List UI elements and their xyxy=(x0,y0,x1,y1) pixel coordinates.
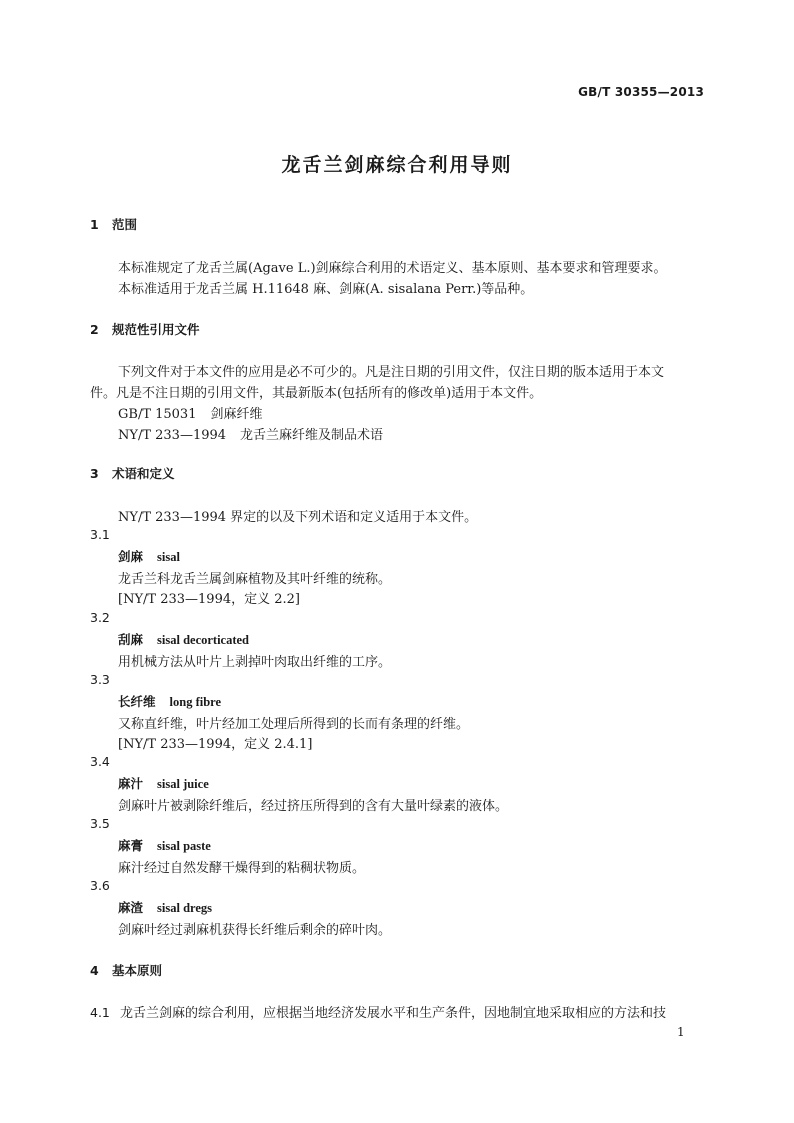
term-heading xyxy=(118,630,249,648)
clause-4-1 xyxy=(90,1002,666,1021)
section-title: 规范性引用文件 xyxy=(112,322,200,337)
term-heading xyxy=(118,836,211,854)
term-zh: 刮麻 xyxy=(118,632,144,647)
term-source: [NY/T 233—1994，定义 2.4.1] xyxy=(118,737,313,752)
section-heading-normative-references xyxy=(90,320,200,338)
section-number: 3 xyxy=(90,466,99,481)
term-zh: 长纤维 xyxy=(118,694,156,709)
term-en: sisal decorticated xyxy=(157,633,250,647)
clause-number: 3.2 xyxy=(90,610,110,625)
term-en: sisal dregs xyxy=(157,901,213,915)
term-source: [NY/T 233—1994，定义 2.2] xyxy=(118,592,300,607)
term-en: sisal xyxy=(157,550,180,564)
term-definition: 用机械方法从叶片上剥掉叶肉取出纤维的工序。 xyxy=(118,655,392,670)
clause-number: 3.5 xyxy=(90,816,110,831)
term-heading xyxy=(118,547,180,565)
scope-paragraph-2: 本标准适用于龙舌兰属 H.11648 麻、剑麻(A. sisalana Perr.)等品种。 xyxy=(118,282,534,297)
term-en: sisal paste xyxy=(157,839,211,853)
clause-number: 3.3 xyxy=(90,672,110,687)
clause-number: 4.1 xyxy=(90,1005,110,1020)
section-title: 范围 xyxy=(112,217,138,232)
document-title: 龙舌兰剑麻综合利用导则 xyxy=(281,154,513,176)
references-paragraph-line-1: 下列文件对于本文件的应用是必不可少的。凡是注日期的引用文件，仅注日期的版本适用于本文 xyxy=(118,365,665,380)
section-heading-basic-principles xyxy=(90,961,162,979)
section-title: 术语和定义 xyxy=(112,466,175,481)
page-number: 1 xyxy=(677,1025,685,1039)
term-heading xyxy=(118,774,209,792)
section-heading-terms-definitions xyxy=(90,464,175,482)
terms-intro: NY/T 233—1994 界定的以及下列术语和定义适用于本文件。 xyxy=(118,510,478,525)
section-title: 基本原则 xyxy=(112,963,163,978)
term-en: long fibre xyxy=(169,695,222,709)
references-paragraph-line-2: 件。凡是不注日期的引用文件，其最新版本(包括所有的修改单)适用于本文件。 xyxy=(90,386,543,401)
term-definition: 龙舌兰科龙舌兰属剑麻植物及其叶纤维的统称。 xyxy=(118,572,392,587)
term-definition: 剑麻叶经过剥麻机获得长纤维后剩余的碎叶肉。 xyxy=(118,923,392,938)
term-zh: 剑麻 xyxy=(118,549,144,564)
clause-number: 3.4 xyxy=(90,754,110,769)
term-heading xyxy=(118,692,221,710)
term-definition: 又称直纤维，叶片经加工处理后所得到的长而有条理的纤维。 xyxy=(118,717,470,732)
section-number: 1 xyxy=(90,217,99,232)
term-zh: 麻渣 xyxy=(118,900,144,915)
clause-number: 3.6 xyxy=(90,878,110,893)
reference-item xyxy=(118,424,383,443)
scope-paragraph-1: 本标准规定了龙舌兰属(Agave L.)剑麻综合利用的术语定义、基本原则、基本要求和管理要求。 xyxy=(118,261,667,276)
section-heading-scope xyxy=(90,215,137,233)
reference-title: 剑麻纤维 xyxy=(210,407,263,422)
term-definition: 麻汁经过自然发酵干燥得到的粘稠状物质。 xyxy=(118,861,366,876)
reference-title: 龙舌兰麻纤维及制品术语 xyxy=(240,428,384,443)
reference-code: GB/T 15031 xyxy=(118,407,197,422)
section-number: 2 xyxy=(90,322,99,337)
section-number: 4 xyxy=(90,963,99,978)
clause-text: 龙舌兰剑麻的综合利用，应根据当地经济发展水平和生产条件，因地制宜地采取相应的方法和技 xyxy=(120,1006,667,1021)
term-zh: 麻汁 xyxy=(118,776,144,791)
clause-number: 3.1 xyxy=(90,527,110,542)
reference-item xyxy=(118,403,263,422)
term-en: sisal juice xyxy=(157,777,209,791)
reference-code: NY/T 233—1994 xyxy=(118,428,227,443)
term-heading xyxy=(118,898,212,916)
term-definition: 剑麻叶片被剥除纤维后，经过挤压所得到的含有大量叶绿素的液体。 xyxy=(118,799,509,814)
standard-code: GB/T 30355—2013 xyxy=(578,85,704,99)
term-zh: 麻膏 xyxy=(118,838,144,853)
